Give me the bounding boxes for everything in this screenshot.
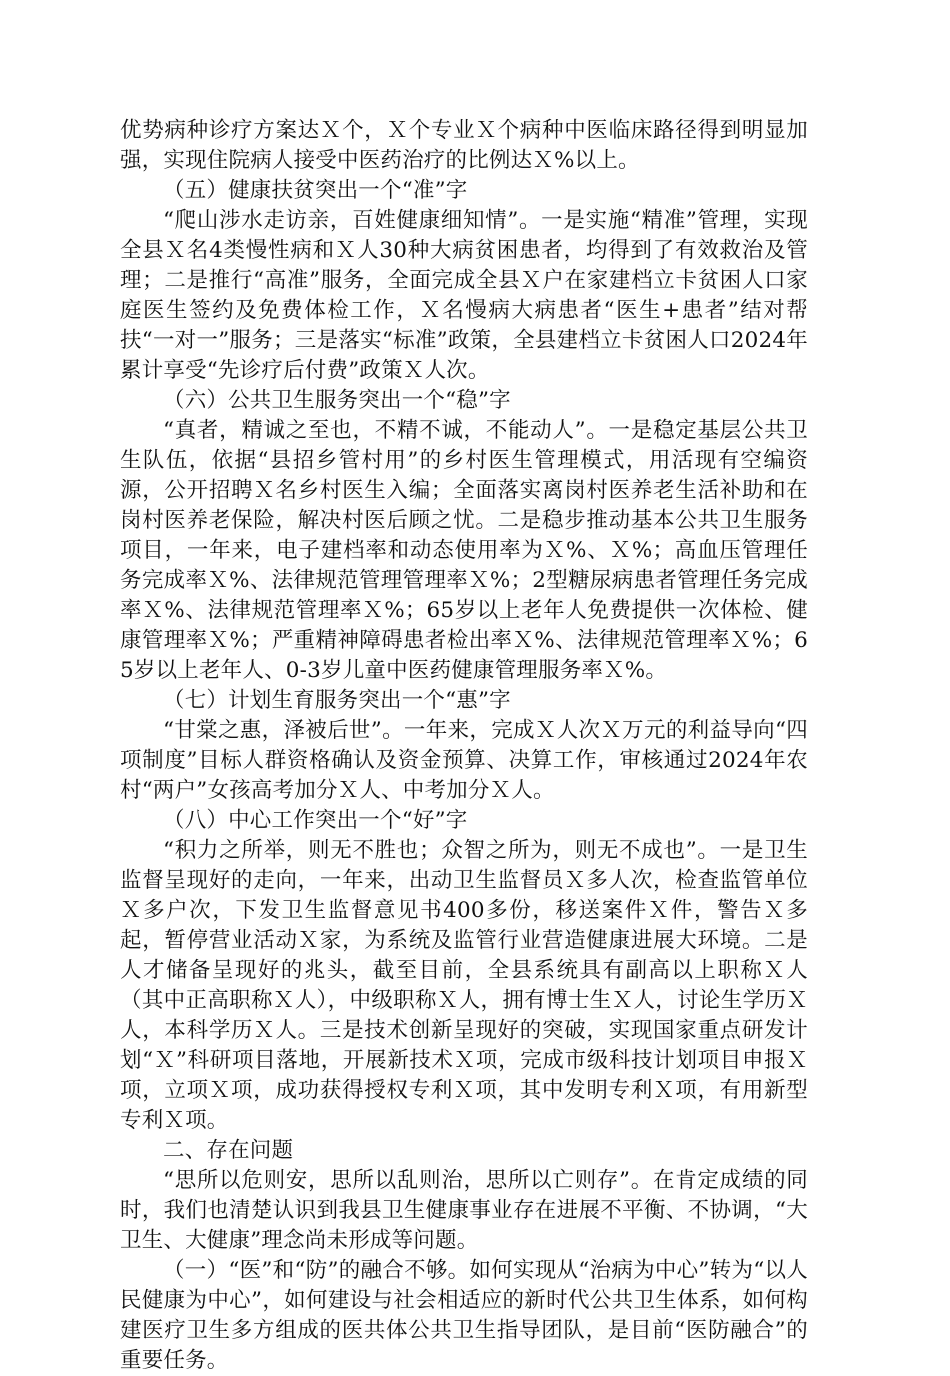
paragraph-7: （一）“医”和“防”的融合不够。如何实现从“治病为中心”转为“以人民健康为中心”，如何建设与社会相适应的新时代公共卫生体系，如何构建医疗卫生多方组成的医共体公共卫生指导团队，是目前“医防融合”的重要任务。	[120, 1258, 808, 1373]
section-heading-problems: 二、存在问题	[163, 1138, 294, 1163]
section-heading-5: （五）健康扶贫突出一个“准”字	[163, 178, 468, 203]
paragraph-2: “爬山涉水走访亲，百姓健康细知情”。一是实施“精准”管理，实现全县Ｘ名4类慢性病和Ｘ人30种大病贫困患者，均得到了有效救治及管理；二是推行“高准”服务，全面完成全县Ｘ户在家建档立卡贫困人口家庭医生签约及免费体检工作，Ｘ名慢病大病患者“医生+患者”结对帮扶“一对一”服务；三是落实“标准”政策，全县建档立卡贫困人口2024年累计享受“先诊疗后付费”政策Ｘ人次。	[120, 208, 808, 383]
section-heading-7: （七）计划生育服务突出一个“惠”字	[163, 688, 511, 713]
section-heading-6: （六）公共卫生服务突出一个“稳”字	[163, 388, 511, 413]
section-heading-8: （八）中心工作突出一个“好”字	[163, 808, 468, 833]
paragraph-5: “积力之所举，则无不胜也；众智之所为，则无不成也”。一是卫生监督呈现好的走向，一年来，出动卫生监督员Ｘ多人次，检查监管单位Ｘ多户次，下发卫生监督意见书400多份，移送案件Ｘ件，警告Ｘ多起，暂停营业活动Ｘ家，为系统及监管行业营造健康进展大环境。二是人才储备呈现好的兆头，截至目前，全县系统具有副高以上职称Ｘ人（其中正高职称Ｘ人），中级职称Ｘ人，拥有博士生Ｘ人，讨论生学历Ｘ人，本科学历Ｘ人。三是技术创新呈现好的突破，实现国家重点研发计划“Ｘ”科研项目落地，开展新技术Ｘ项，完成市级科技计划项目申报Ｘ项，立项Ｘ项，成功获得授权专利Ｘ项，其中发明专利Ｘ项，有用新型专利Ｘ项。	[120, 838, 808, 1133]
paragraph-6: “思所以危则安，思所以乱则治，思所以亡则存”。在肯定成绩的同时，我们也清楚认识到我县卫生健康事业存在进展不平衡、不协调，“大卫生、大健康”理念尚未形成等问题。	[120, 1168, 808, 1253]
paragraph-4: “甘棠之惠，泽被后世”。一年来，完成Ｘ人次Ｘ万元的利益导向“四项制度”目标人群资格确认及资金预算、决算工作，审核通过2024年农村“两户”女孩高考加分Ｘ人、中考加分Ｘ人。	[120, 718, 808, 803]
document-body	[120, 116, 808, 1376]
paragraph-3: “真者，精诚之至也，不精不诚，不能动人”。一是稳定基层公共卫生队伍，依据“县招乡管村用”的乡村医生管理模式，用活现有空编资源，公开招聘Ｘ名乡村医生入编；全面落实离岗村医养老生活补助和在岗村医养老保险，解决村医后顾之忧。二是稳步推动基本公共卫生服务项目，一年来，电子建档率和动态使用率为Ｘ%、Ｘ%；高血压管理任务完成率Ｘ%、法律规范管理管理率Ｘ%；2型糖尿病患者管理任务完成率Ｘ%、法律规范管理率Ｘ%；65岁以上老年人免费提供一次体检、健康管理率Ｘ%；严重精神障碍患者检出率Ｘ%、法律规范管理率Ｘ%；65岁以上老年人、0-3岁儿童中医药健康管理服务率Ｘ%。	[120, 418, 808, 683]
paragraph-1: 优势病种诊疗方案达Ｘ个，Ｘ个专业Ｘ个病种中医临床路径得到明显加强，实现住院病人接受中医药治疗的比例达Ｘ%以上。	[120, 118, 808, 173]
